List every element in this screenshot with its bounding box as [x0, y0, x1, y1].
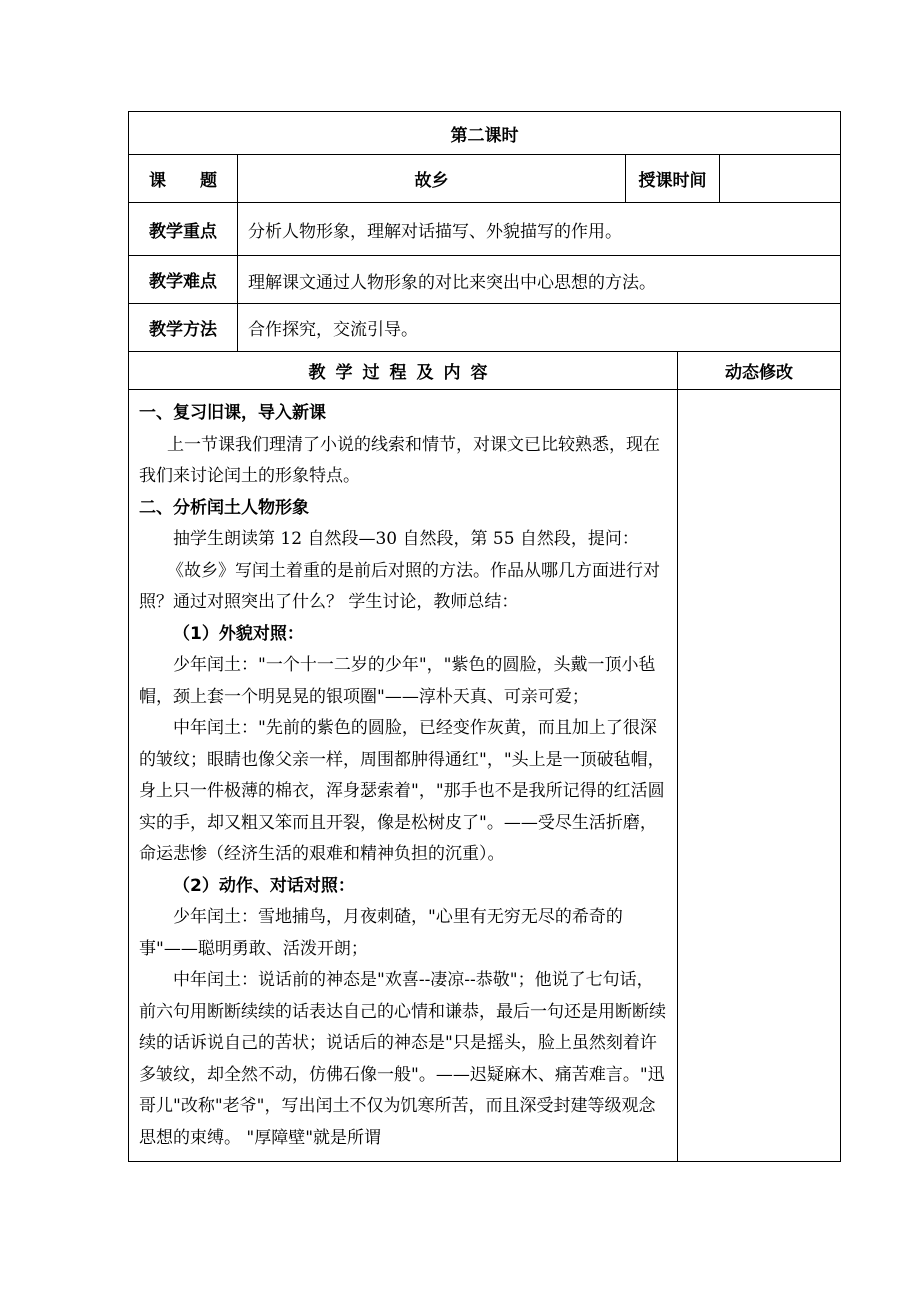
- difficulty-value: 理解课文通过人物形象的对比来突出中心思想的方法。: [248, 273, 656, 293]
- process-content: [129, 390, 678, 1161]
- difficulty-row: [129, 256, 840, 304]
- sub-1-paragraph-2: 中年闰土："先前的紫色的圆脸，已经变作灰黄，而且加上了很深的皱纹；眼睛也像父亲一样，周围都肿得通红"，"头上是一顶破毡帽，身上只一件极薄的棉衣，浑身瑟索着"，"那手也不是我所记得的红活圆实的手，却又粗又笨而且开裂，像是松树皮了"。——受尽生活折磨，命运悲惨（经济生活的艰难和精神负担的沉重）。: [139, 718, 665, 864]
- key-point-label: 教学重点: [129, 203, 238, 255]
- time-value: [720, 155, 840, 202]
- revision-header: 动态修改: [725, 363, 793, 383]
- difficulty-label: 教学难点: [129, 256, 238, 303]
- key-point-value: 分析人物形象，理解对话描写、外貌描写的作用。: [248, 221, 622, 242]
- sub-2-title: （2）动作、对话对照：: [173, 875, 355, 896]
- process-header: 教学过程及内容: [129, 352, 678, 389]
- key-point-row: [129, 203, 840, 256]
- section-1-title: 一、复习旧课，导入新课: [139, 403, 326, 423]
- section-1-paragraph: 上一节课我们理清了小说的线索和情节，对课文已比较熟悉，现在我们来讨论闰土的形象特点。: [139, 434, 660, 486]
- lesson-plan-table: [128, 111, 841, 1162]
- sub-1-paragraph-1: 少年闰土："一个十一二岁的少年"，"紫色的圆脸，头戴一顶小毡帽，颈上套一个明晃晃的银项圈"——淳朴天真、可亲可爱；: [139, 655, 656, 707]
- topic-value: 故乡: [238, 155, 626, 202]
- title-row: [129, 112, 840, 155]
- topic-label: 课 题: [129, 155, 238, 202]
- sub-2-paragraph-1: 少年闰土：雪地捕鸟，月夜刺碴，"心里有无穷无尽的希奇的事"——聪明勇敢、活泼开朗；: [139, 907, 623, 959]
- lesson-title: 第二课时: [450, 125, 519, 146]
- section-2-title: 二、分析闰土人物形象: [139, 497, 309, 518]
- method-label: 教学方法: [129, 304, 238, 351]
- process-header-row: [129, 352, 840, 390]
- revision-column: [678, 390, 840, 1161]
- method-value: 合作探究，交流引导。: [248, 320, 418, 340]
- process-content-row: [129, 390, 840, 1161]
- sub-2-paragraph-2: 中年闰土：说话前的神态是"欢喜--凄凉--恭敬"；他说了七句话，前六句用断断续续的话表达自己的心情和谦恭，最后一句还是用断断续续的话诉说自己的苦状；说话后的神态是"只是摇头，脸上虽然刻着许多皱纹，却全然不动，仿佛石像一般"。——迟疑麻木、痛苦难言。"迅哥儿"改称"老爷"，写出闰土不仅为饥寒所苦，而且深受封建等级观念思想的束缚。 "厚障壁"就是所谓: [139, 970, 666, 1148]
- method-row: [129, 304, 840, 352]
- sub-1-title: （1）外貌对照：: [173, 623, 304, 644]
- section-2-paragraph-2: 《故乡》写闰土着重的是前后对照的方法。作品从哪几方面进行对照？通过对照突出了什么？ 学生讨论，教师总结：: [139, 560, 660, 612]
- topic-row: [129, 155, 840, 203]
- time-label: 授课时间: [626, 155, 720, 202]
- section-2-paragraph-1: 抽学生朗读第 12 自然段—30 自然段，第 55 自然段，提问：: [173, 529, 639, 549]
